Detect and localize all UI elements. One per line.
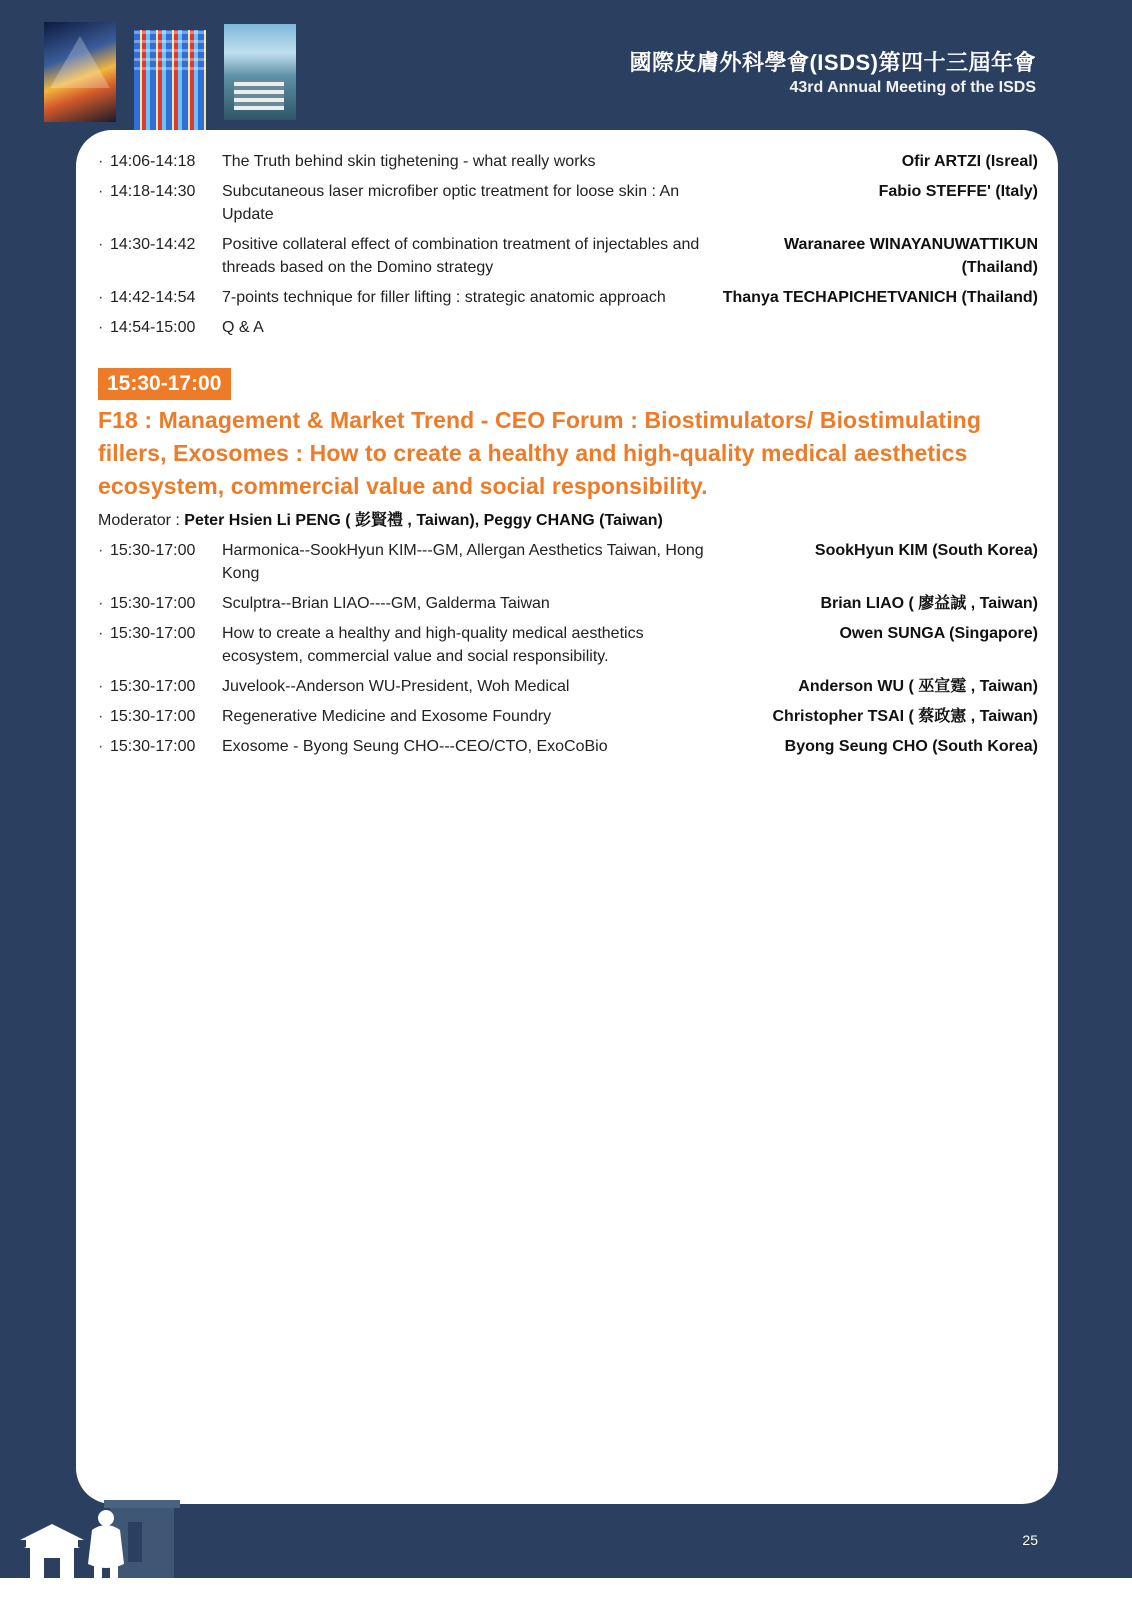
talk-title: Q & A <box>222 319 264 336</box>
talk-title: Sculptra--Brian LIAO----GM, Galderma Taiwan <box>222 595 550 612</box>
bullet: · <box>98 678 104 695</box>
talk-speaker: Waranaree WINAYANUWATTIKUN (Thailand) <box>784 236 1038 276</box>
talk-row <box>98 592 1038 615</box>
page-bottom-edge <box>0 1578 1132 1600</box>
moderator-label: Moderator : <box>98 512 185 529</box>
talk-row <box>98 233 1038 279</box>
bullet: · <box>98 289 104 306</box>
talk-speaker: Owen SUNGA (Singapore) <box>839 625 1038 642</box>
talk-title: 7-points technique for filler lifting : strategic anatomic approach <box>222 289 666 306</box>
moderator-line <box>98 509 1038 532</box>
talk-row <box>98 286 1038 309</box>
session-title: F18 : Management & Market Trend - CEO Forum : Biostimulators/ Biostimulating fillers, Exosomes : How to create a healthy and high-quality medical aesthetics ecosystem, commercial value and social responsibility. <box>98 407 981 499</box>
program-content <box>98 150 1038 765</box>
talk-speaker: Byong Seung CHO (South Korea) <box>784 738 1038 755</box>
header-photo-pavilion <box>44 22 116 122</box>
talk-row <box>98 150 1038 173</box>
talk-time: 14:30-14:42 <box>110 236 196 253</box>
header-photo-harbor <box>224 24 296 120</box>
header-photos <box>44 22 304 132</box>
talk-title: Regenerative Medicine and Exosome Foundry <box>222 708 552 725</box>
talk-speaker: Thanya TECHAPICHETVANICH (Thailand) <box>722 289 1038 306</box>
talk-row <box>98 705 1038 728</box>
talk-time: 14:18-14:30 <box>110 183 196 200</box>
header-photo-station <box>134 30 206 132</box>
talk-title: Exosome - Byong Seung CHO---CEO/CTO, ExoCoBio <box>222 738 608 755</box>
talk-speaker: Christopher TSAI ( 蔡政憲 , Taiwan) <box>772 708 1038 725</box>
talk-time: 14:42-14:54 <box>110 289 196 306</box>
session-time-badge: 15:30-17:00 <box>98 368 231 400</box>
talk-row <box>98 539 1038 585</box>
talk-list-session <box>98 539 1038 758</box>
talk-title: The Truth behind skin tighetening - what really works <box>222 153 596 170</box>
bullet: · <box>98 595 104 612</box>
talk-speaker: Brian LIAO ( 廖益誠 , Taiwan) <box>820 595 1038 612</box>
program-card <box>76 130 1058 1504</box>
bullet: · <box>98 708 104 725</box>
bullet: · <box>98 183 104 200</box>
conference-title-cn: 國際皮膚外科學會(ISDS)第四十三屆年會 <box>629 50 1036 75</box>
talk-speaker: Anderson WU ( 巫宣霆 , Taiwan) <box>798 678 1038 695</box>
bullet: · <box>98 236 104 253</box>
talk-title: Subcutaneous laser microfiber optic treatment for loose skin : An Update <box>222 183 680 223</box>
moderator-names: Peter Hsien Li PENG ( 彭賢禮 , Taiwan), Peggy CHANG (Taiwan) <box>184 512 663 529</box>
talk-row <box>98 180 1038 226</box>
talk-time: 15:30-17:00 <box>110 595 196 612</box>
talk-speaker: Fabio STEFFE' (Italy) <box>878 183 1038 200</box>
talk-speaker: SookHyun KIM (South Korea) <box>814 542 1038 559</box>
talk-time: 15:30-17:00 <box>110 678 196 695</box>
talk-time: 15:30-17:00 <box>110 738 196 755</box>
talk-title: Positive collateral effect of combination treatment of injectables and threads based on the Domino strategy <box>222 236 700 276</box>
talk-title: Harmonica--SookHyun KIM---GM, Allergan Aesthetics Taiwan, Hong Kong <box>222 542 704 582</box>
bullet: · <box>98 625 104 642</box>
talk-title: How to create a healthy and high-quality medical aesthetics ecosystem, commercial value and social responsibility. <box>222 625 644 665</box>
talk-time: 15:30-17:00 <box>110 708 196 725</box>
conference-header <box>629 50 1036 98</box>
bullet: · <box>98 319 104 336</box>
talk-time: 15:30-17:00 <box>110 625 196 642</box>
talk-row <box>98 735 1038 758</box>
talk-time: 15:30-17:00 <box>110 542 196 559</box>
talk-row <box>98 316 1038 339</box>
page-number: 25 <box>1022 1532 1038 1548</box>
talk-speaker: Ofir ARTZI (Isreal) <box>901 153 1038 170</box>
talk-title: Juvelook--Anderson WU-President, Woh Medical <box>222 678 570 695</box>
talk-time: 14:54-15:00 <box>110 319 196 336</box>
talk-list-top <box>98 150 1038 339</box>
talk-row <box>98 675 1038 698</box>
bullet: · <box>98 542 104 559</box>
talk-row <box>98 622 1038 668</box>
bullet: · <box>98 153 104 170</box>
conference-title-en: 43rd Annual Meeting of the ISDS <box>789 79 1036 96</box>
bullet: · <box>98 738 104 755</box>
footer-landmark-decoration <box>0 1500 190 1580</box>
talk-time: 14:06-14:18 <box>110 153 196 170</box>
